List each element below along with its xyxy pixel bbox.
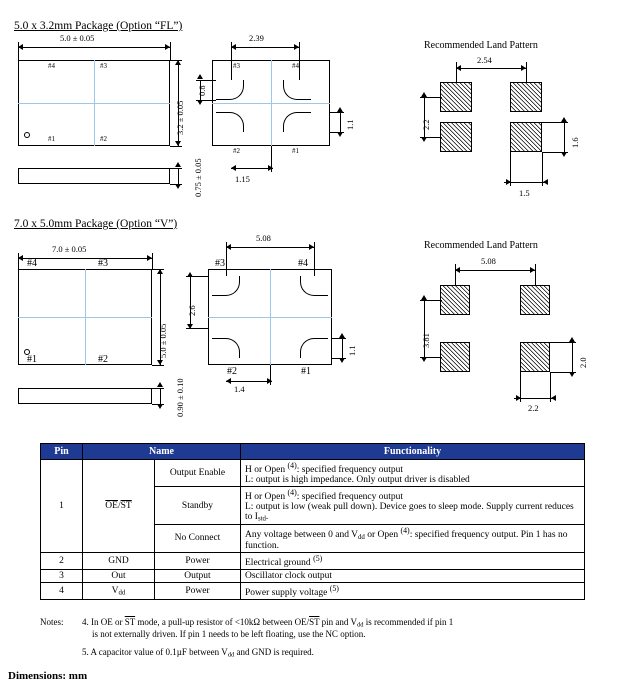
cell-mode-no-connect: No Connect — [155, 525, 241, 553]
v-pad-v-ext-t — [332, 338, 346, 339]
cell-name-out: Out — [83, 570, 155, 583]
fl-land-span-y-label: 2.2 — [421, 119, 431, 130]
cell-desc-standby: H or Open $^{(4)}$: specified frequency output L: output is low (weak pull down). Device goes to sleep mode. Supply current reduces to $I_{std}$. — [241, 487, 585, 525]
v-land-pad-h-ext-t — [550, 342, 576, 343]
v-side-thickness-label: 0.90 ± 0.10 — [175, 378, 185, 417]
v-pad-v-label: 1.1 — [347, 345, 357, 356]
fl-pad-span-y-arrow-l — [231, 165, 236, 171]
v-pad-h-ext-b — [186, 328, 208, 329]
v-pad-h-line — [190, 276, 191, 328]
v-land-pattern-title: Recommended Land Pattern — [424, 240, 538, 251]
v-land-pad-br — [520, 342, 550, 372]
v-side-view-body — [18, 388, 152, 404]
fl-bottom-pin-3: #3 — [233, 62, 240, 70]
v-pad-1 — [300, 338, 328, 358]
v-top-width-label: 7.0 ± 0.05 — [52, 244, 87, 254]
v-top-height-ext-t — [152, 269, 164, 270]
cell-desc-no-connect: Any voltage between 0 and $V_{dd}$ or Open $^{(4)}$: specified frequency output. Pin 1 has no function. — [241, 525, 585, 553]
fl-side-thickness-label: 0.75 ± 0.05 — [193, 158, 203, 197]
v-top-height-label: 5.0 ± 0.05 — [158, 323, 168, 358]
fl-pad-v-ext-t — [330, 112, 344, 113]
table-row — [41, 583, 585, 600]
cell-mode-standby: Standby — [155, 487, 241, 525]
v-side-thickness-arrow-u — [157, 382, 163, 387]
v-side-thickness-line — [160, 388, 161, 404]
cell-mode-output-enable: Output Enable — [155, 460, 241, 487]
v-land-span-y-ext-t — [420, 300, 442, 301]
fl-pad-v-label: 1.1 — [345, 119, 355, 130]
fl-top-width-ext-left — [18, 42, 19, 60]
dimensions-footer: Dimensions: mm — [8, 670, 88, 682]
fl-land-pad-tl — [440, 82, 472, 112]
fl-side-ext-top — [170, 168, 182, 169]
v-side-ext-b — [152, 404, 164, 405]
fl-pad-span-x-label: 2.39 — [249, 33, 264, 43]
fl-top-width-label: 5.0 ± 0.05 — [60, 33, 95, 43]
v-top-height-ext-b — [152, 365, 164, 366]
col-name: Name — [83, 444, 241, 460]
fl-side-view-body — [18, 168, 170, 184]
fl-bottom-centerline-h — [212, 103, 330, 104]
fl-top-pin1-marker — [24, 132, 30, 138]
v-land-span-y-line — [424, 300, 425, 357]
v-pad-span-x-ext-r — [314, 242, 315, 276]
cell-desc-gnd: Electrical ground $^{(5)}$ — [241, 552, 585, 569]
v-top-centerline-h — [18, 317, 152, 318]
fl-pad-v-line — [340, 112, 341, 132]
v-land-span-y-label: 3.81 — [421, 333, 431, 348]
fl-land-pad-w-arrow-l — [506, 179, 511, 185]
v-pad-span-y-arrow-l — [226, 378, 231, 384]
v-top-pin-1: #1 — [27, 354, 37, 365]
v-pad-span-y-label: 1.4 — [234, 384, 245, 394]
fl-top-pin-4: #4 — [48, 62, 55, 70]
v-pad-v-ext-b — [332, 358, 346, 359]
v-pad-span-x-label: 5.08 — [256, 233, 271, 243]
fl-pad-span-x-line — [231, 47, 299, 48]
fl-bottom-pin-1: #1 — [292, 147, 299, 155]
v-top-pin-4: #4 — [27, 258, 37, 269]
cell-pin-2: 2 — [41, 552, 83, 569]
fl-side-ext-bot — [170, 184, 182, 185]
fl-pad-2 — [216, 112, 244, 132]
fl-top-height-ext-bot — [170, 146, 182, 147]
fl-land-pad-bl — [440, 122, 472, 152]
fl-land-span-y-ext-t — [420, 97, 442, 98]
fl-pad-span-y-label: 1.15 — [235, 174, 250, 184]
note-item-5: 5. A capacitor value of 0.1µF between $V_{dd}$ and GND is required. — [82, 647, 314, 659]
fl-top-pin-3: #3 — [100, 62, 107, 70]
fl-land-span-x-label: 2.54 — [477, 55, 492, 65]
fl-land-span-x-ext-r — [526, 62, 527, 82]
v-land-pad-tr — [520, 285, 550, 315]
fl-pad-span-x-ext-r — [299, 42, 300, 80]
v-land-span-x-line — [455, 270, 535, 271]
v-land-span-x-label: 5.08 — [481, 256, 496, 266]
fl-pad-span-y-line — [231, 168, 273, 169]
fl-land-pad-br — [510, 122, 542, 152]
v-top-pin-3: #3 — [98, 258, 108, 269]
fl-land-span-x-ext-l — [456, 62, 457, 82]
v-land-span-y-ext-b — [420, 357, 442, 358]
fl-land-span-x-line — [456, 68, 526, 69]
note-item-4: 4. In OE or $\overline{ST}$ mode, a pull-up resistor of <10kΩ between $OE/\overline{ST}$ pin and $V_{dd}$ is recommended if pin 1 is not externally driven. If pin 1 needs to be left floating, use the NC option. — [82, 617, 454, 639]
cell-name-vdd: $V_{dd}$ — [83, 583, 155, 600]
fl-top-width-ext-right — [170, 42, 171, 60]
v-top-width-dim-line — [18, 258, 152, 259]
cell-name-oest: $\overline{OE}/\overline{ST}$ — [83, 460, 155, 553]
cell-pin-1: 1 — [41, 460, 83, 553]
v-bottom-pin-4: #4 — [298, 258, 308, 269]
v-pad-2 — [212, 338, 240, 358]
cell-mode-power-vdd: Power — [155, 583, 241, 600]
fl-land-pad-w-label: 1.5 — [519, 188, 530, 198]
v-pad-span-y-line — [226, 381, 272, 382]
fl-pad-h-arrow-u — [197, 74, 203, 79]
pin-function-table — [40, 443, 585, 600]
fl-land-span-y-line — [424, 97, 425, 137]
v-bottom-pin-3: #3 — [215, 258, 225, 269]
v-land-pad-h-label: 2.0 — [578, 357, 588, 368]
v-land-pad-w-arrow-l — [516, 395, 521, 401]
fl-land-pattern-title: Recommended Land Pattern — [424, 40, 538, 51]
v-pad-h-label: 2.6 — [187, 305, 197, 316]
fl-land-span-y-ext-b — [420, 137, 442, 138]
fl-bottom-pin-4: #4 — [292, 62, 299, 70]
v-pad-h-ext-t — [186, 276, 208, 277]
v-land-pad-h-ext-b — [550, 372, 576, 373]
v-land-span-x-ext-l — [455, 264, 456, 286]
fl-land-pad-h-line — [564, 122, 565, 152]
col-functionality: Functionality — [241, 444, 585, 460]
fl-top-height-ext-top — [170, 60, 182, 61]
v-land-pad-w-label: 2.2 — [528, 403, 539, 413]
fl-pad-span-y-arrow-r — [268, 165, 273, 171]
v-land-pad-bl — [440, 342, 470, 372]
fl-pad-h-ext-t — [196, 80, 216, 81]
fl-land-pad-tr — [510, 82, 542, 112]
section-title-fl: 5.0 x 3.2mm Package (Option “FL”) — [14, 20, 183, 32]
table-row — [41, 570, 585, 583]
v-top-width-ext-l — [18, 253, 19, 269]
v-land-span-x-ext-r — [535, 264, 536, 286]
v-bottom-pin-1: #1 — [301, 366, 311, 377]
fl-pad-v-ext-b — [330, 132, 344, 133]
fl-top-centerline-h — [18, 103, 170, 104]
cell-mode-output: Output — [155, 570, 241, 583]
fl-top-pin-2: #2 — [100, 135, 107, 143]
v-pad-span-x-ext-l — [226, 242, 227, 276]
fl-top-width-dim-line — [18, 47, 170, 48]
fl-top-height-label: 3.2 ± 0.05 — [175, 100, 185, 135]
fl-pad-h-label: 0.8 — [197, 85, 207, 96]
v-pad-v-line — [342, 338, 343, 358]
v-top-pin-2: #2 — [98, 354, 108, 365]
fl-land-pad-h-ext-b — [542, 152, 568, 153]
fl-pad-span-x-ext-l — [231, 42, 232, 80]
fl-land-pad-w-arrow-r — [543, 179, 548, 185]
table-row — [41, 552, 585, 569]
fl-side-thickness-arrow-up — [175, 162, 181, 167]
notes-label: Notes: — [40, 617, 64, 627]
fl-pad-1 — [283, 112, 311, 132]
col-pin: Pin — [41, 444, 83, 460]
cell-name-gnd: GND — [83, 552, 155, 569]
v-land-pad-w-arrow-r — [551, 395, 556, 401]
fl-pad-h-ext-b — [196, 100, 216, 101]
v-pad-span-y-arrow-r — [267, 378, 272, 384]
v-pad-span-x-line — [226, 247, 314, 248]
fl-land-pad-h-label: 1.6 — [570, 137, 580, 148]
table-header-row — [41, 444, 585, 460]
section-title-v: 7.0 x 5.0mm Package (Option “V”) — [14, 218, 178, 230]
v-top-width-ext-r — [152, 253, 153, 269]
cell-mode-power-gnd: Power — [155, 552, 241, 569]
fl-top-pin-1: #1 — [48, 135, 55, 143]
v-land-pad-h-line — [572, 342, 573, 372]
cell-desc-out: Oscillator clock output — [241, 570, 585, 583]
table-row — [41, 460, 585, 487]
v-land-pad-tl — [440, 285, 470, 315]
v-side-ext-t — [152, 388, 164, 389]
cell-pin-3: 3 — [41, 570, 83, 583]
fl-bottom-pin-2: #2 — [233, 147, 240, 155]
cell-desc-vdd: Power supply voltage $^{(5)}$ — [241, 583, 585, 600]
cell-pin-4: 4 — [41, 583, 83, 600]
cell-desc-output-enable: H or Open $^{(4)}$: specified frequency output L: output is high impedance. Only output driver is disabled — [241, 460, 585, 487]
v-bottom-pin-2: #2 — [227, 366, 237, 377]
v-bottom-centerline-h — [208, 317, 332, 318]
fl-side-thickness-dim-line — [178, 168, 179, 184]
fl-land-pad-h-ext-t — [542, 122, 568, 123]
